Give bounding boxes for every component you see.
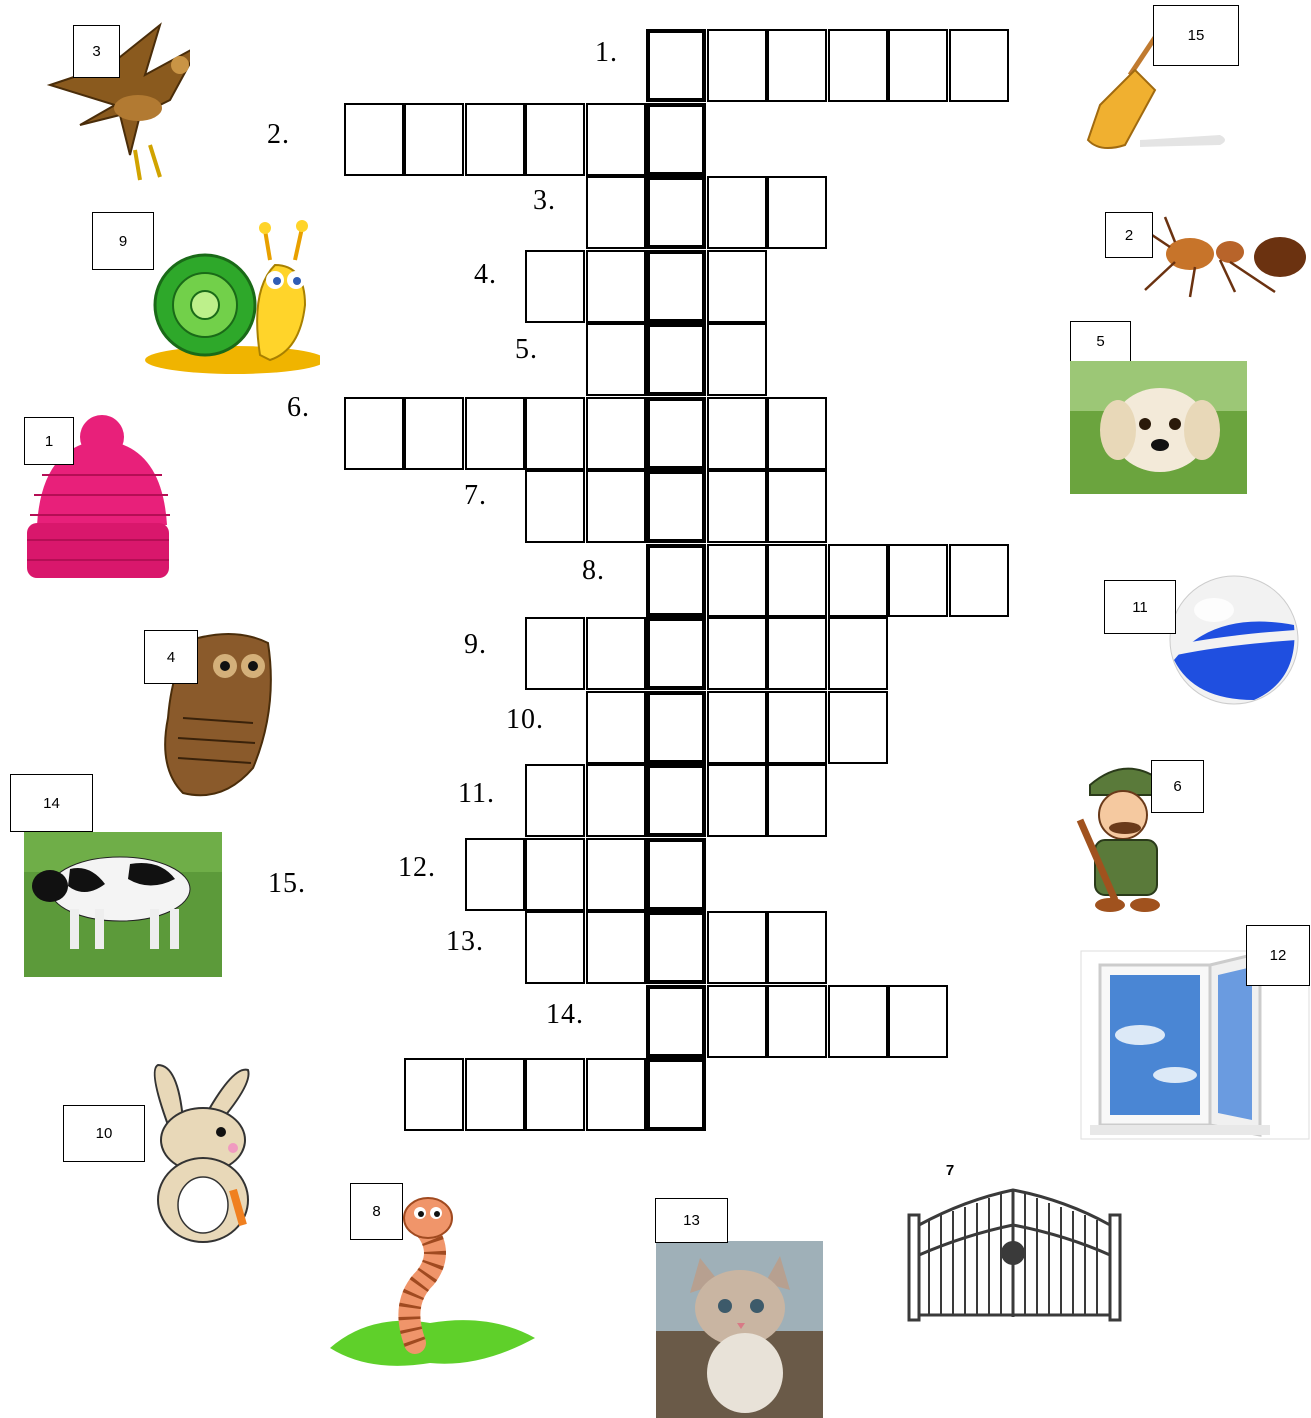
crossword-cell[interactable] — [525, 103, 585, 176]
crossword-cell[interactable] — [586, 1058, 646, 1131]
keyword-cell[interactable] — [646, 176, 706, 249]
crossword-cell[interactable] — [707, 911, 767, 984]
picture-number-13: 13 — [655, 1198, 728, 1243]
crossword-cell[interactable] — [525, 838, 585, 911]
crossword-cell[interactable] — [586, 250, 646, 323]
keyword-cell[interactable] — [646, 544, 706, 617]
picture-number-12: 12 — [1246, 925, 1310, 986]
crossword-cell[interactable] — [888, 544, 948, 617]
crossword-cell[interactable] — [707, 176, 767, 249]
crossword-cell[interactable] — [525, 764, 585, 837]
picture-number-3: 3 — [73, 25, 120, 78]
crossword-cell[interactable] — [707, 470, 767, 543]
keyword-cell[interactable] — [646, 617, 706, 690]
crossword-cell[interactable] — [767, 544, 827, 617]
picture-number-10: 10 — [63, 1105, 145, 1162]
crossword-cell[interactable] — [707, 544, 767, 617]
clue-number-5: 5. — [515, 334, 538, 365]
clue-number-6: 6. — [287, 392, 310, 423]
picture-number-2: 2 — [1105, 212, 1153, 258]
keyword-cell[interactable] — [646, 103, 706, 176]
crossword-cell[interactable] — [707, 29, 767, 102]
crossword-cell[interactable] — [586, 103, 646, 176]
crossword-cell[interactable] — [586, 691, 646, 764]
kitten-picture — [655, 1198, 825, 1418]
picture-number-4: 4 — [144, 630, 198, 684]
crossword-cell[interactable] — [525, 1058, 585, 1131]
crossword-cell[interactable] — [465, 397, 525, 470]
hunter-picture — [1065, 760, 1210, 915]
clue-number-1: 1. — [595, 37, 618, 68]
worm-picture — [330, 1183, 540, 1378]
clue-number-12: 12. — [398, 852, 436, 883]
crossword-cell[interactable] — [525, 617, 585, 690]
crossword-cell[interactable] — [586, 323, 646, 396]
picture-number-7: 7 — [927, 1145, 973, 1195]
crossword-cell[interactable] — [767, 470, 827, 543]
crossword-cell[interactable] — [586, 911, 646, 984]
crossword-cell[interactable] — [828, 985, 888, 1058]
window-picture — [1080, 925, 1311, 1140]
crossword-cell[interactable] — [465, 103, 525, 176]
clue-number-14: 14. — [546, 999, 584, 1030]
clue-number-7: 7. — [464, 480, 487, 511]
crossword-cell[interactable] — [586, 838, 646, 911]
snail-picture — [90, 210, 320, 380]
crossword-cell[interactable] — [767, 397, 827, 470]
picture-number-9: 9 — [92, 212, 154, 270]
clue-number-2: 2. — [267, 119, 290, 150]
picture-number-6: 6 — [1151, 760, 1204, 813]
keyword-cell[interactable] — [646, 470, 706, 543]
keyword-cell[interactable] — [646, 1058, 706, 1131]
crossword-cell[interactable] — [586, 176, 646, 249]
crossword-cell[interactable] — [707, 250, 767, 323]
rabbit-picture — [63, 1060, 273, 1250]
picture-number-5: 5 — [1070, 321, 1131, 361]
crossword-cell[interactable] — [404, 1058, 464, 1131]
crossword-cell[interactable] — [767, 764, 827, 837]
crossword-cell[interactable] — [888, 29, 948, 102]
crossword-cell[interactable] — [465, 838, 525, 911]
crossword-cell[interactable] — [888, 985, 948, 1058]
clue-number-4: 4. — [474, 259, 497, 290]
crossword-cell[interactable] — [525, 250, 585, 323]
clue-number-10: 10. — [506, 704, 544, 735]
hat-picture — [22, 415, 172, 585]
keyword-cell[interactable] — [646, 29, 706, 102]
picture-number-15: 15 — [1153, 5, 1239, 66]
crossword-cell[interactable] — [767, 985, 827, 1058]
crossword-cell[interactable] — [586, 397, 646, 470]
keyword-cell[interactable] — [646, 397, 706, 470]
clue-number-9: 9. — [464, 629, 487, 660]
ball-picture — [1104, 570, 1299, 705]
picture-number-8: 8 — [350, 1183, 403, 1240]
crossword-cell[interactable] — [465, 1058, 525, 1131]
crossword-cell[interactable] — [344, 103, 404, 176]
clue-number-15: 15. — [268, 868, 306, 899]
crossword-cell[interactable] — [586, 470, 646, 543]
crossword-cell[interactable] — [707, 323, 767, 396]
picture-number-11: 11 — [1104, 580, 1176, 634]
crossword-cell[interactable] — [525, 470, 585, 543]
crossword-cell[interactable] — [828, 617, 888, 690]
crossword-cell[interactable] — [767, 176, 827, 249]
crossword-cell[interactable] — [828, 29, 888, 102]
gate-picture — [905, 1145, 1125, 1325]
picture-number-14: 14 — [10, 774, 93, 832]
crossword-cell[interactable] — [404, 103, 464, 176]
crossword-cell[interactable] — [767, 617, 827, 690]
hawk-picture — [40, 5, 190, 190]
broom-picture — [1080, 5, 1240, 155]
clue-number-8: 8. — [582, 555, 605, 586]
keyword-cell[interactable] — [646, 691, 706, 764]
crossword-cell[interactable] — [525, 911, 585, 984]
puppy-picture — [1070, 320, 1250, 496]
keyword-cell[interactable] — [646, 911, 706, 984]
ant-picture — [1105, 212, 1311, 302]
crossword-cell[interactable] — [707, 617, 767, 690]
keyword-cell[interactable] — [646, 764, 706, 837]
crossword-cell[interactable] — [707, 397, 767, 470]
crossword-cell[interactable] — [525, 397, 585, 470]
picture-number-1: 1 — [24, 417, 74, 465]
crossword-cell[interactable] — [707, 691, 767, 764]
crossword-cell[interactable] — [586, 617, 646, 690]
keyword-cell[interactable] — [646, 250, 706, 323]
crossword-cell[interactable] — [404, 397, 464, 470]
cow-picture — [10, 774, 222, 979]
clue-number-3: 3. — [533, 185, 556, 216]
clue-number-11: 11. — [458, 778, 495, 809]
keyword-cell[interactable] — [646, 838, 706, 911]
crossword-cell[interactable] — [707, 764, 767, 837]
crossword-cell[interactable] — [828, 544, 888, 617]
crossword-cell[interactable] — [586, 764, 646, 837]
crossword-cell[interactable] — [344, 397, 404, 470]
crossword-cell[interactable] — [949, 544, 1009, 617]
clue-number-13: 13. — [446, 926, 484, 957]
crossword-cell[interactable] — [767, 29, 827, 102]
crossword-cell[interactable] — [767, 911, 827, 984]
keyword-cell[interactable] — [646, 985, 706, 1058]
crossword-cell[interactable] — [828, 691, 888, 764]
crossword-cell[interactable] — [707, 985, 767, 1058]
keyword-cell[interactable] — [646, 323, 706, 396]
crossword-cell[interactable] — [949, 29, 1009, 102]
crossword-cell[interactable] — [767, 691, 827, 764]
